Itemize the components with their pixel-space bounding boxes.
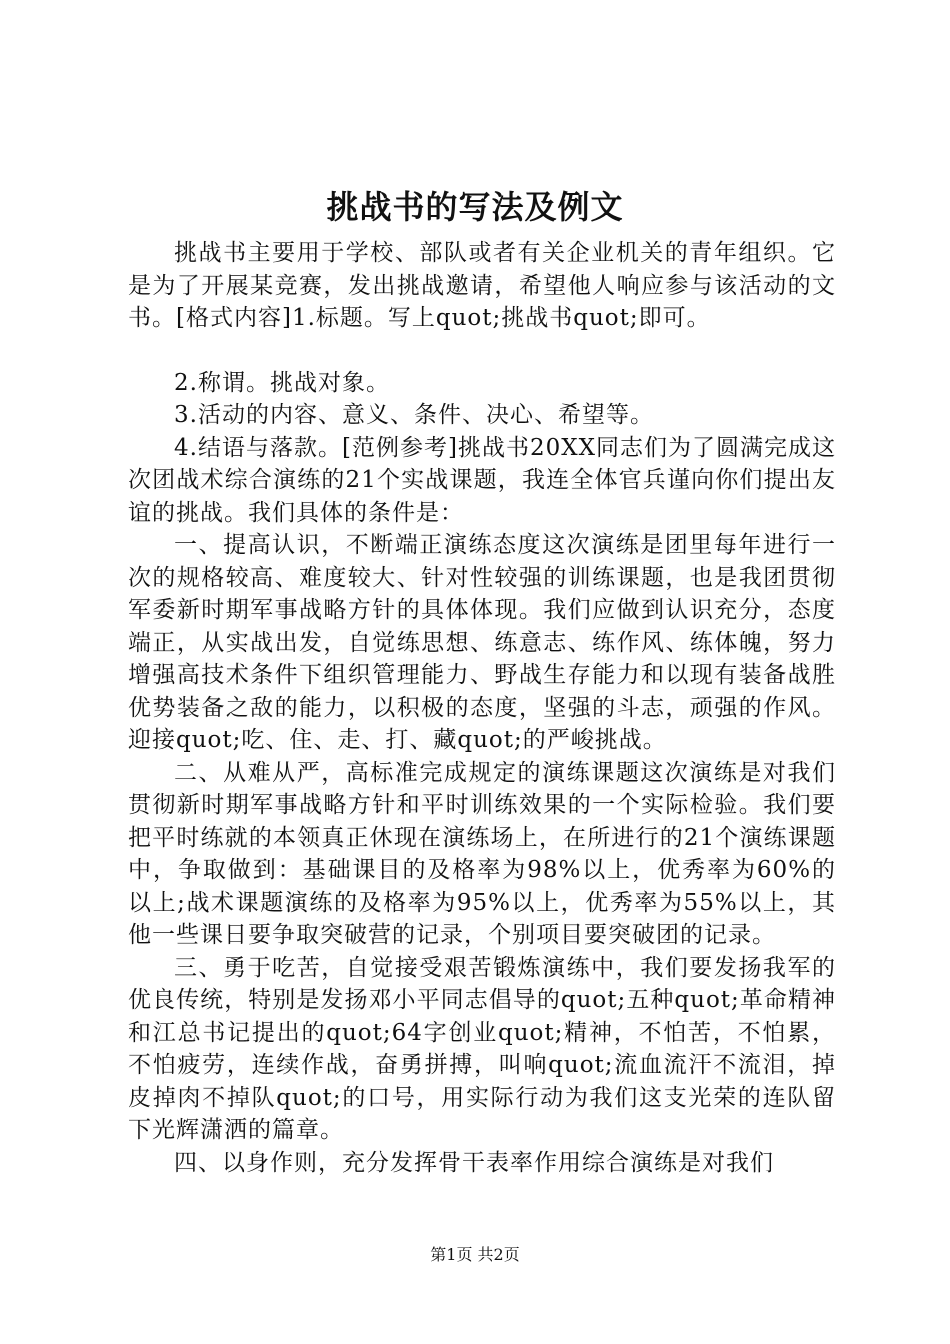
document-body [128, 237, 836, 1179]
paragraph-closing: 4.结语与落款。[范例参考]挑战书20XX同志们为了圆满完成这次团战术综合演练的21个实战课题，我连全体官兵谨向你们提出友谊的挑战。我们具体的条件是： [128, 434, 836, 526]
document-title: 挑战书的写法及例文 [326, 188, 624, 226]
paragraph-section-four: 四、以身作则，充分发挥骨干表率作用综合演练是对我们 [174, 1149, 774, 1176]
paragraph-intro: 挑战书主要用于学校、部队或者有关企业机关的青年组织。它是为了开展某竞赛，发出挑战邀请，希望他人响应参与该活动的文书。[格式内容]1.标题。写上quot;挑战书quot;即可。 [128, 240, 836, 331]
paragraph-content: 3.活动的内容、意义、条件、决心、希望等。 [174, 402, 654, 428]
paragraph-section-three: 三、勇于吃苦，自觉接受艰苦锻炼演练中，我们要发扬我军的优良传统，特别是发扬邓小平同志倡导的quot;五种quot;革命精神和江总书记提出的quot;64字创业quot;精神，不怕苦，不怕累，不怕疲劳，连续作战，奋勇拼搏，叫响quot;流血流汗不流泪，掉皮掉肉不掉队quot;的口号，用实际行动为我们这支光荣的连队留下光辉潇洒的篇章。 [128, 954, 836, 1143]
page-number: 第1页 共2页 [430, 1245, 520, 1264]
paragraph-salutation: 2.称谓。挑战对象。 [174, 369, 390, 396]
paragraph-section-two: 二、从难从严，高标准完成规定的演练课题这次演练是对我们贯彻新时期军事战略方针和平时训练效果的一个实际检验。我们要把平时练就的本领真正休现在演练场上，在所进行的21个演练课题中，争取做到：基础课目的及格率为98%以上，优秀率为60%的以上;战术课题演练的及格率为95%以上，优秀率为55%以上，其他一些课日要争取突破营的记录，个别项目要突破团的记录。 [128, 759, 836, 948]
paragraph-section-one: 一、提高认识，不断端正演练态度这次演练是团里每年进行一次的规格较高、难度较大、针对性较强的训练课题，也是我团贯彻军委新时期军事战略方针的具体体现。我们应做到认识充分，态度端正，从实战出发，自觉练思想、练意志、练作风、练体魄，努力增强高技术条件下组织管理能力、野战生存能力和以现有装备战胜优势装备之敌的能力，以积极的态度，坚强的斗志，顽强的作风。迎接quot;吃、住、走、打、藏quot;的严峻挑战。 [128, 532, 836, 753]
